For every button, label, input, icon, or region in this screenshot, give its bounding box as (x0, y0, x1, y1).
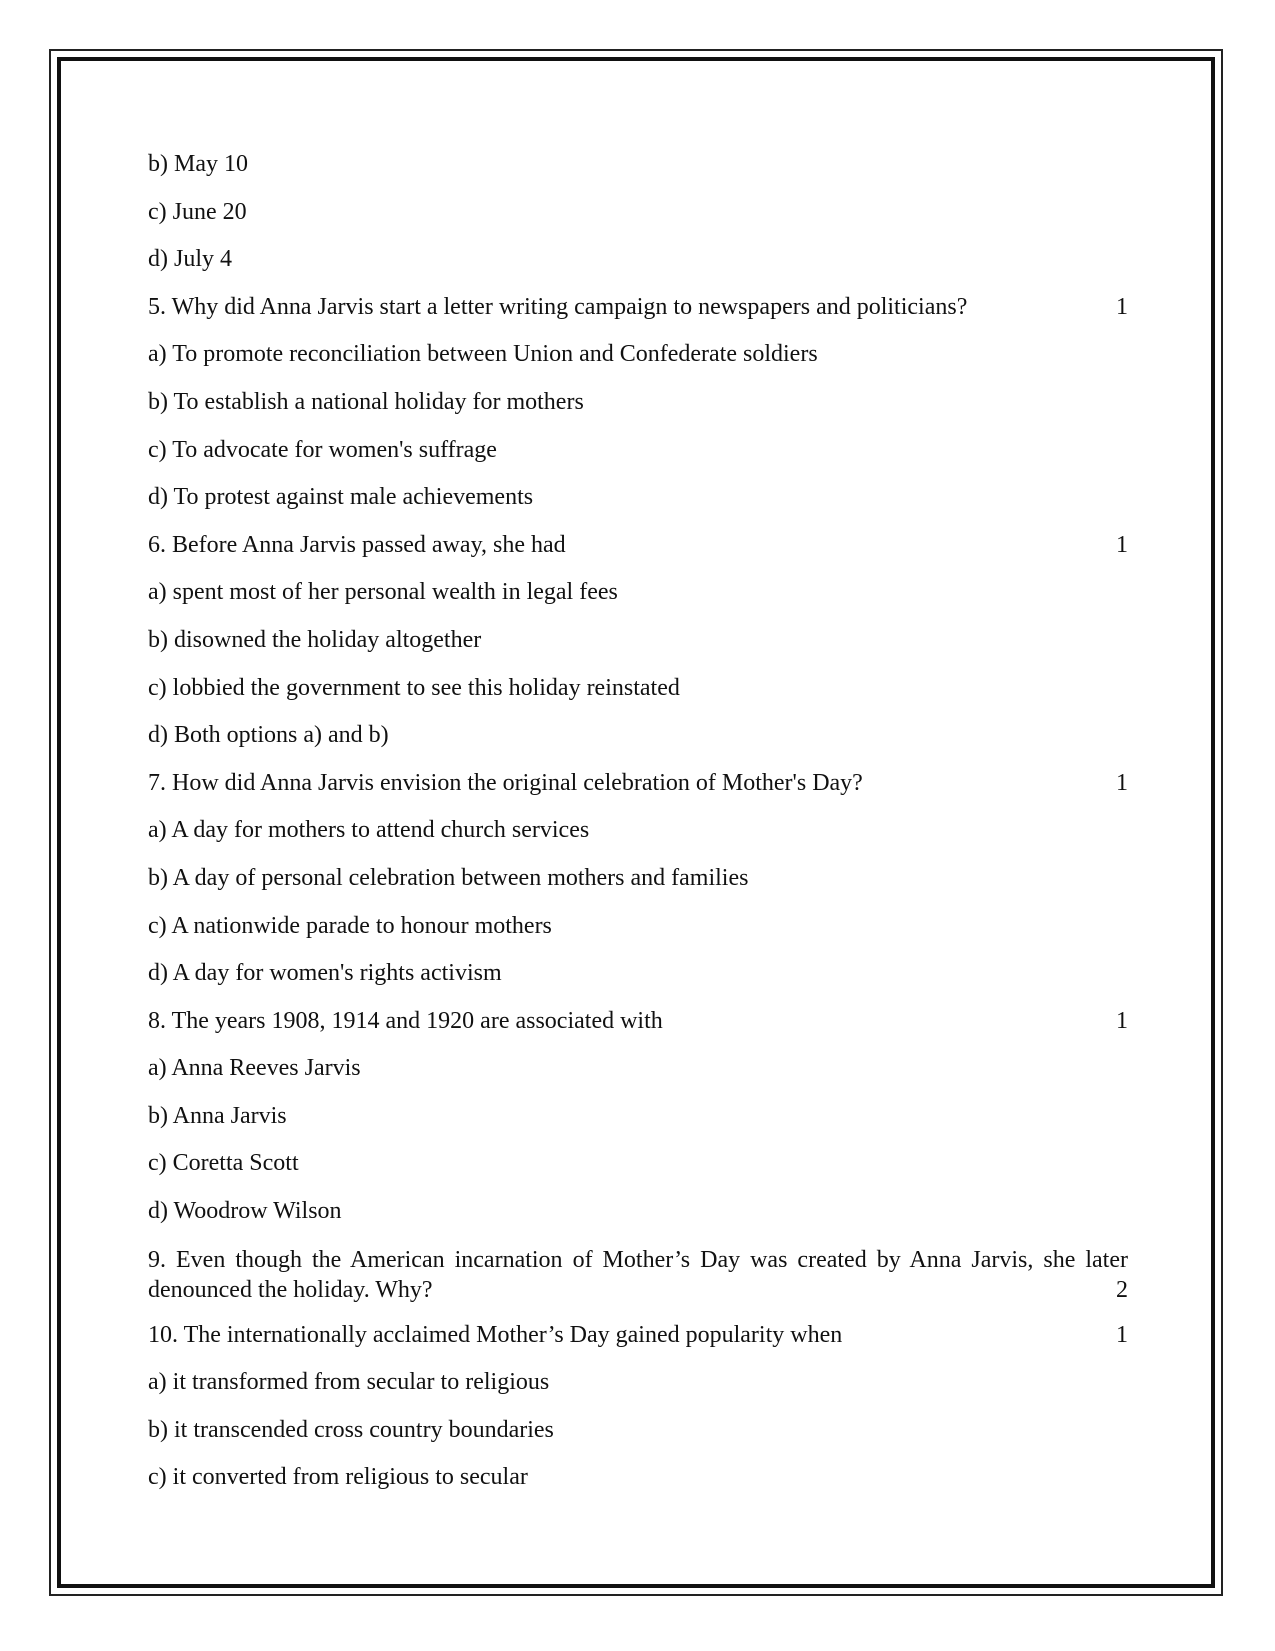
option-b-q10 (148, 1416, 1128, 1444)
question-8 (148, 1007, 1128, 1035)
line-text: a) A day for mothers to attend church services (148, 817, 590, 844)
option-d-q6 (148, 721, 1128, 749)
question-marks: 2 (1116, 1276, 1128, 1303)
option-b-q4 (148, 150, 1128, 178)
question-text: 5. Why did Anna Jarvis start a letter writing campaign to newspapers and politicians? (148, 293, 968, 320)
option-b-q7 (148, 864, 1128, 892)
line-text: d) July 4 (148, 246, 232, 273)
option-b-q6 (148, 626, 1128, 654)
question-marks: 1 (1116, 769, 1128, 796)
option-d-q7 (148, 959, 1128, 987)
line-text: c) Coretta Scott (148, 1150, 299, 1177)
option-d-q5 (148, 483, 1128, 511)
line-text: d) A day for women's rights activism (148, 960, 502, 987)
line-text: b) May 10 (148, 151, 248, 177)
line-text: b) it transcended cross country boundaries (148, 1416, 554, 1443)
line-text: d) Woodrow Wilson (148, 1198, 342, 1225)
line-text: b) A day of personal celebration between mothers and families (148, 864, 749, 891)
question-5 (148, 293, 1128, 321)
question-marks: 1 (1116, 1007, 1128, 1034)
option-c-q5 (148, 436, 1128, 464)
question-text: 9. Even though the American incarnation of Mother’s Day was created by Anna Jarvis, she later denounced the holiday. Why? (148, 1246, 1128, 1303)
line-text: c) June 20 (148, 198, 247, 225)
option-c-q6 (148, 674, 1128, 702)
option-c-q4 (148, 198, 1128, 226)
line-text: c) it converted from religious to secular (148, 1464, 528, 1491)
question-text: 6. Before Anna Jarvis passed away, she had (148, 531, 566, 558)
option-a-q7 (148, 816, 1128, 844)
question-marks: 1 (1116, 531, 1128, 558)
question-text: 7. How did Anna Jarvis envision the original celebration of Mother's Day? (148, 769, 863, 796)
option-c-q10 (148, 1463, 1128, 1491)
option-d-q4 (148, 245, 1128, 273)
question-10 (148, 1321, 1128, 1349)
line-text: b) disowned the holiday altogether (148, 626, 482, 653)
line-text: c) To advocate for women's suffrage (148, 436, 497, 463)
line-text: a) it transformed from secular to religious (148, 1369, 550, 1396)
line-text: a) Anna Reeves Jarvis (148, 1055, 361, 1082)
line-text: b) To establish a national holiday for mothers (148, 388, 584, 415)
line-text: d) Both options a) and b) (148, 722, 389, 749)
line-text: c) lobbied the government to see this holiday reinstated (148, 674, 680, 701)
question-9 (148, 1245, 1128, 1305)
option-b-q5 (148, 388, 1128, 416)
question-6 (148, 531, 1128, 559)
option-a-q5 (148, 340, 1128, 368)
question-text: 10. The internationally acclaimed Mother’s Day gained popularity when (148, 1321, 843, 1348)
line-text: c) A nationwide parade to honour mothers (148, 912, 552, 939)
line-text: d) To protest against male achievements (148, 484, 534, 511)
option-b-q8 (148, 1102, 1128, 1130)
option-a-q6 (148, 578, 1128, 606)
question-text: 8. The years 1908, 1914 and 1920 are associated with (148, 1007, 663, 1034)
question-7 (148, 769, 1128, 797)
question-marks: 1 (1116, 1321, 1128, 1348)
line-text: a) spent most of her personal wealth in legal fees (148, 579, 618, 606)
option-a-q8 (148, 1054, 1128, 1082)
question-content (148, 150, 1128, 1511)
question-marks: 1 (1116, 293, 1128, 320)
line-text: b) Anna Jarvis (148, 1102, 287, 1129)
option-c-q7 (148, 912, 1128, 940)
option-a-q10 (148, 1368, 1128, 1396)
line-text: a) To promote reconciliation between Union and Confederate soldiers (148, 341, 818, 368)
option-d-q8 (148, 1197, 1128, 1225)
option-c-q8 (148, 1149, 1128, 1177)
